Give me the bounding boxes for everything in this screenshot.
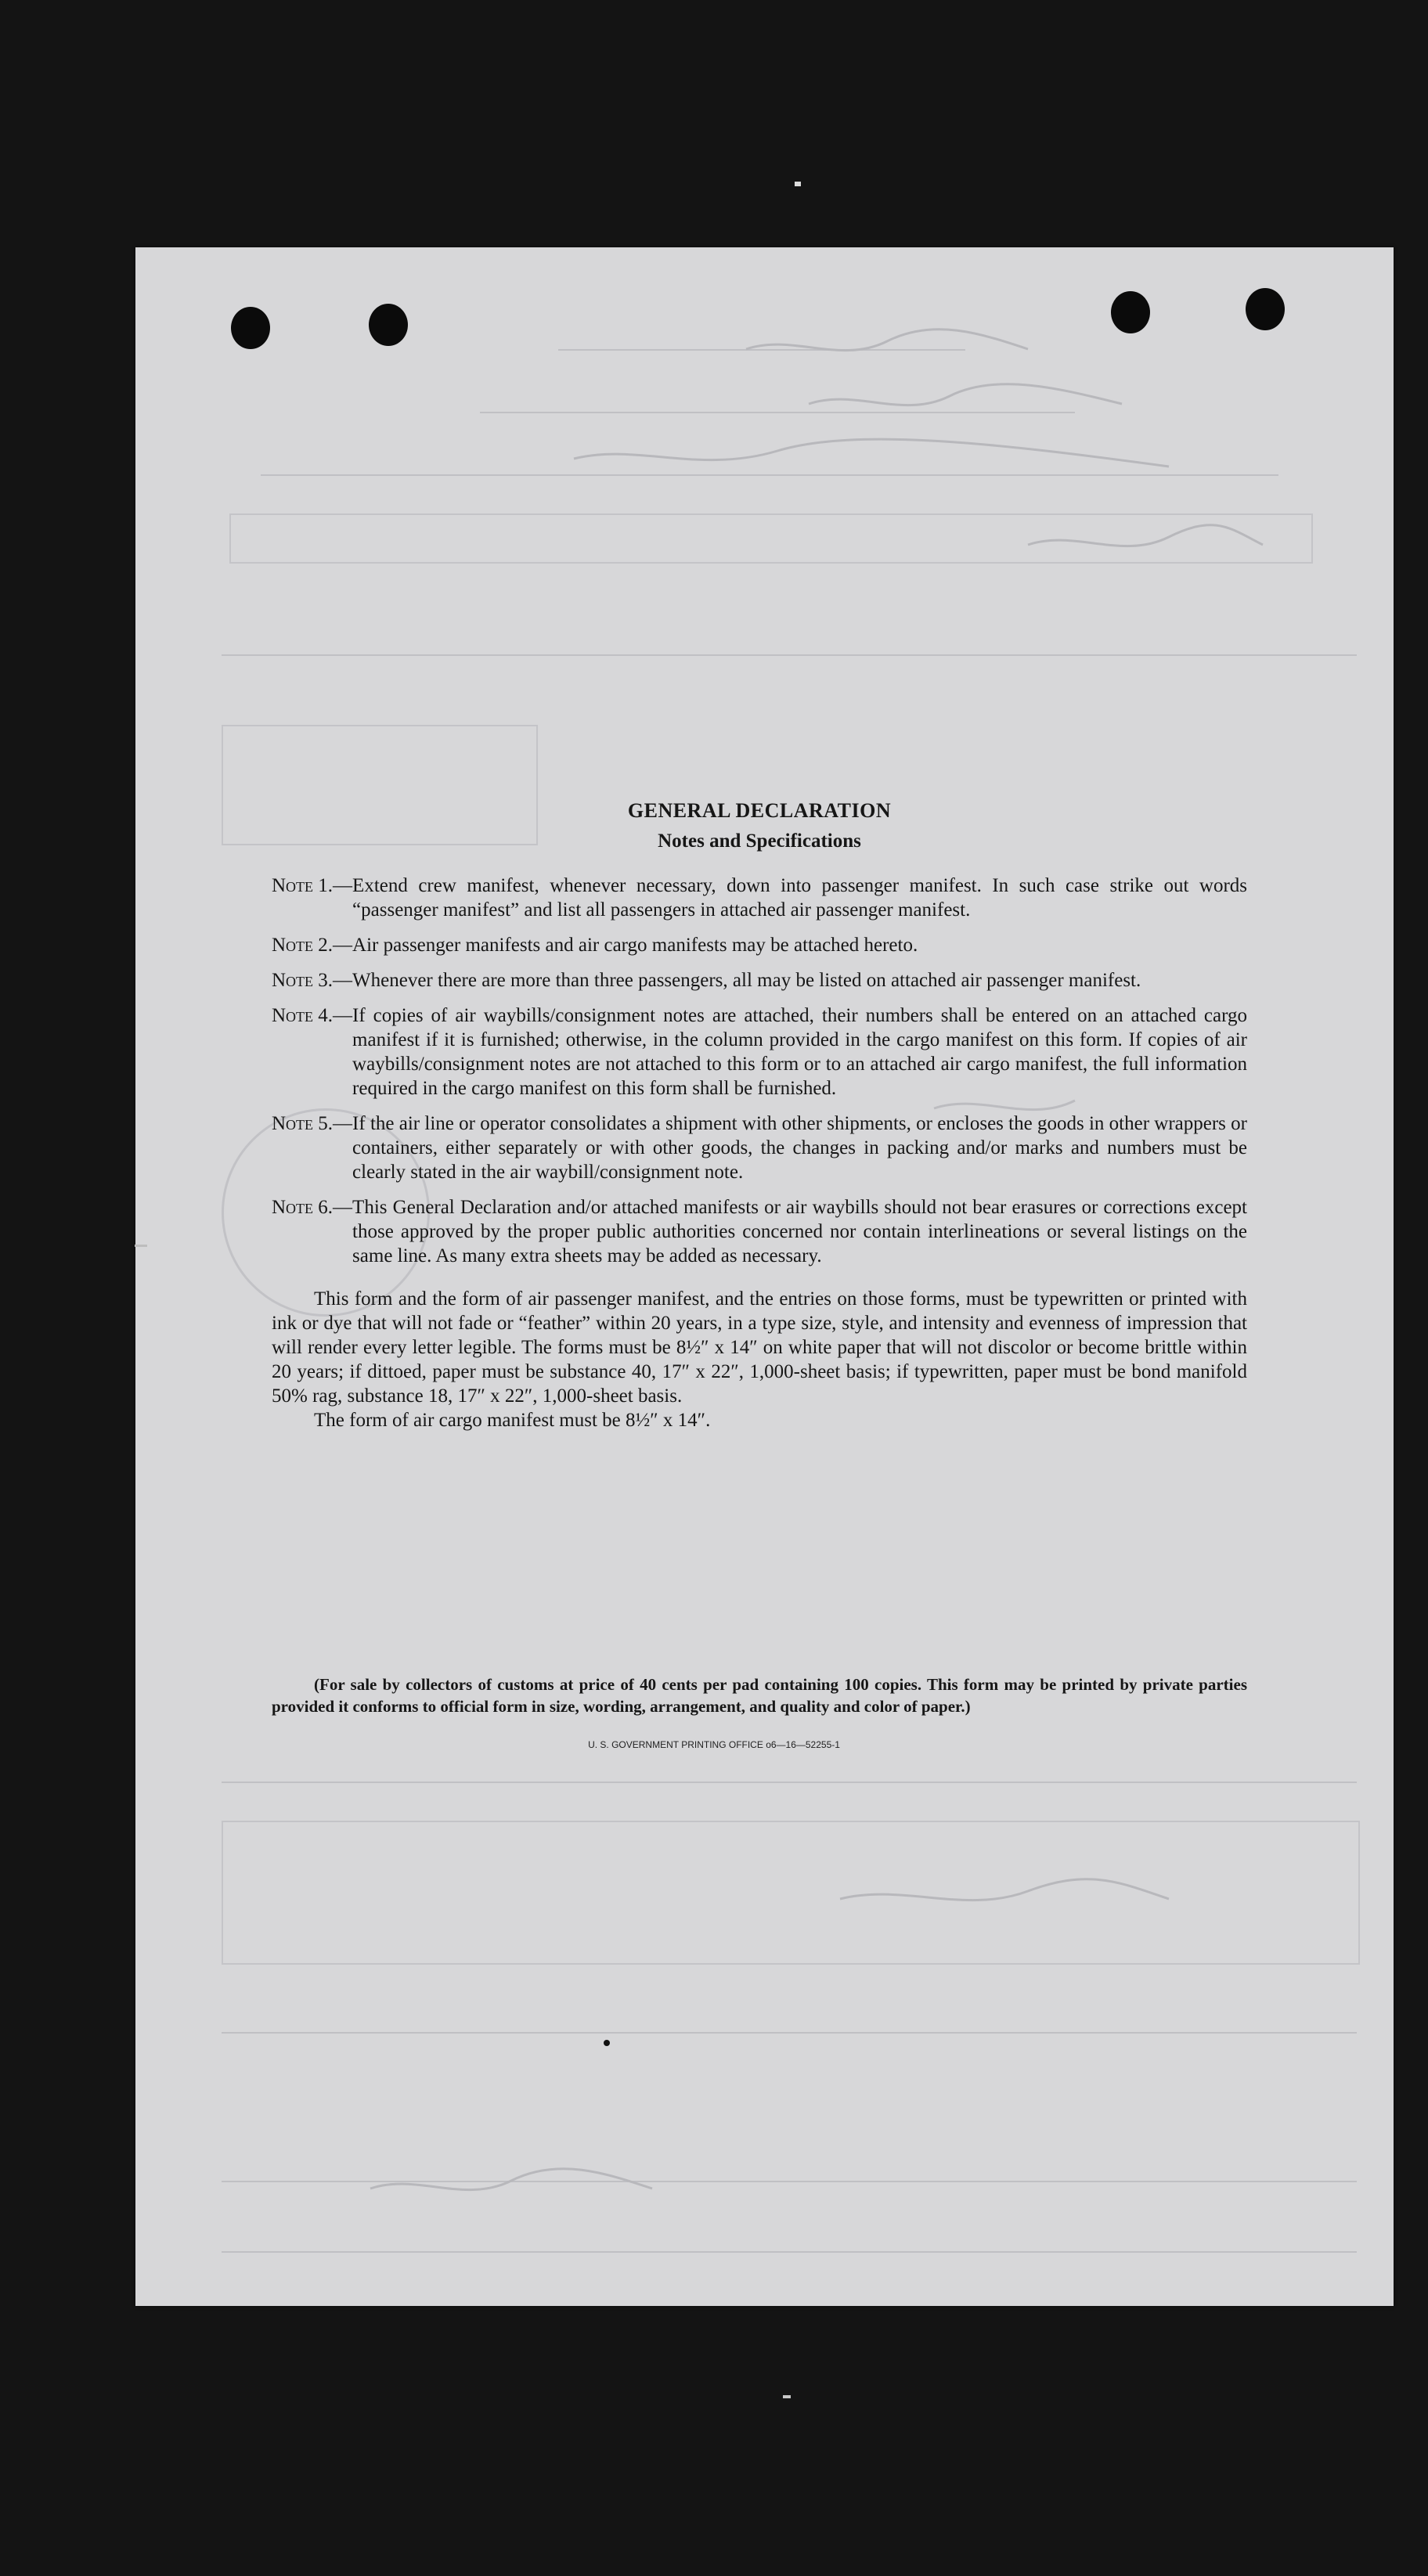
- note-5: [272, 1111, 1247, 1184]
- note-label: Note 4.—: [272, 1005, 353, 1026]
- note-6: [272, 1195, 1247, 1268]
- note-label: Note 3.—: [272, 970, 353, 991]
- scan-speck: [135, 1245, 147, 1247]
- note-label: Note 2.—: [272, 935, 353, 956]
- note-1: [272, 874, 1247, 922]
- scan-speck: [783, 2395, 791, 2398]
- note-label: Note 1.—: [272, 875, 353, 896]
- note-4: [272, 1003, 1247, 1101]
- note-text: Extend crew manifest, whenever necessary, down into passenger manifest. In such case strike out words “passenger manifest” and list all passengers in attached air passenger manifest.: [352, 875, 1247, 921]
- scan-speck: [795, 182, 801, 186]
- specification-paragraph: This form and the form of air passenger manifest, and the entries on those forms, must be typewritten or printed with ink or dye that will not fade or “feather” within 20 years, in a type size, style, and intensity and evenness of impression that will render every letter legible. The forms must be 8½″ x 14″ on white paper that will not discolor or become brittle within 20 years; if dittoed, paper must be substance 40, 17″ x 22″, 1,000-sheet basis; if typewritten, paper must be bond manifold 50% rag, substance 18, 17″ x 22″, 1,000-sheet basis.: [272, 1288, 1247, 1407]
- note-2: [272, 933, 1247, 957]
- note-text: This General Declaration and/or attached manifests or air waybills should not bear erasures or corrections except those approved by the proper public authorities concerned nor contain interlineations or several listings on the same line. As many extra sheets may be added as necessary.: [352, 1197, 1247, 1266]
- note-label: Note 6.—: [272, 1197, 353, 1218]
- note-text: Air passenger manifests and air cargo manifests may be attached hereto.: [352, 935, 918, 956]
- notes-section: [272, 798, 1247, 1432]
- document-title: GENERAL DECLARATION: [627, 799, 892, 822]
- printing-office-line: U. S. GOVERNMENT PRINTING OFFICE o6—16—52255-1: [588, 1739, 840, 1750]
- document-subtitle: Notes and Specifications: [658, 830, 861, 852]
- note-3: [272, 968, 1247, 993]
- note-text: Whenever there are more than three passengers, all may be listed on attached air passenger manifest.: [352, 970, 1141, 991]
- note-text: If the air line or operator consolidates a shipment with other shipments, or encloses the goods in other wrappers or containers, either separately or with other goods, the changes in packing and/or marks and numbers must be clearly stated in the air waybill/consignment note.: [352, 1113, 1247, 1183]
- ink-mark: [604, 2040, 610, 2046]
- note-text: If copies of air waybills/consignment notes are attached, their numbers shall be entered on an attached cargo manifest if it is furnished; otherwise, in the column provided in the cargo manifest on this form. If copies of air waybills/consignment notes are not attached to this form or to an attached air cargo manifest, the full information required in the cargo manifest on this form shall be furnished.: [352, 1005, 1247, 1099]
- cargo-manifest-size-line: The form of air cargo manifest must be 8½″ x 14″.: [314, 1410, 711, 1431]
- sale-notice: (For sale by collectors of customs at price of 40 cents per pad containing 100 copies. This form may be printed by private parties provided it conforms to official form in size, wording, arrangement, and quality and color of paper.): [272, 1675, 1247, 1716]
- note-label: Note 5.—: [272, 1113, 353, 1134]
